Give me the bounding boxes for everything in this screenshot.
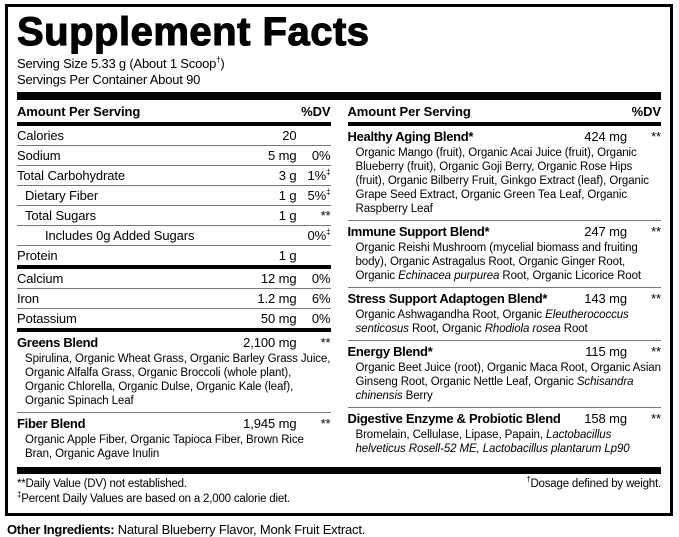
supplement-facts-panel: [5, 4, 673, 516]
blend-ingredients: [17, 352, 331, 413]
double-dagger-superscript: ‡: [326, 187, 331, 197]
blend-ingredients: [17, 433, 331, 463]
header-divider-bar: [17, 92, 661, 100]
nutrient-dv: 6%: [311, 290, 331, 306]
panel-title: Supplement Facts: [17, 10, 370, 54]
blend-name: Stress Support Adaptogen Blend*: [347, 290, 548, 306]
nutrient-label: Total Carbohydrate: [17, 167, 126, 183]
ingredient-text: Organic Reishi Mushroom (mycelial biomass and fruiting body), Organic Astragalus Root, Organic Ginger Root, Organic: [355, 241, 638, 282]
percent-dv-header: %DV: [301, 103, 331, 119]
blend-header-row: [17, 413, 331, 433]
blend-header-row: [17, 332, 331, 352]
nutrient-label: Calcium: [17, 270, 64, 286]
ingredient-text: Eleutherococcus senticosus: [355, 308, 629, 335]
nutrient-amount: 50 mg: [260, 310, 297, 326]
double-dagger-superscript: ‡: [326, 227, 331, 237]
nutrient-amount: 1 g: [278, 247, 297, 263]
other-ingredients-text: Natural Blueberry Flavor, Monk Fruit Extract.: [114, 521, 366, 537]
ingredient-text: Rhodiola rosea: [484, 322, 561, 335]
ingredient-text: Lactobacillus helveticus Rosell-52 ME, Lactobacillus plantarum Lp90: [355, 428, 630, 455]
blend-dv: **: [651, 223, 661, 239]
footnotes-left: [17, 477, 290, 507]
nutrient-row: [17, 226, 331, 246]
blend-amount: 115 mg: [585, 343, 627, 359]
ingredient-text: Organic Ashwagandha Root, Organic: [355, 308, 546, 321]
nutrient-label: Calories: [17, 127, 64, 143]
other-ingredients-line: [7, 522, 679, 537]
blend-dv: **: [651, 290, 661, 306]
ingredient-text: Berry: [402, 389, 433, 402]
footnote-divider-bar: [17, 467, 661, 474]
blend-ingredients: [348, 361, 662, 408]
blend-amount: 158 mg: [584, 410, 627, 426]
ingredient-text: Root, Organic: [408, 322, 485, 335]
ingredient-text: Spirulina, Organic Wheat Grass, Organic Barley Grass Juice, Organic Alfalfa Grass, Organic Broccoli (whole plant), Organic Chlorella, Organic Dulse, Organic Kale (leaf), Organic Spinach Leaf: [25, 352, 331, 407]
ingredient-text: Schisandra chinensis: [355, 375, 634, 402]
ingredient-text: Echinacea purpurea: [398, 269, 500, 282]
nutrient-amount: 1 g: [278, 187, 297, 203]
amount-per-serving-header: Amount Per Serving: [17, 103, 141, 119]
nutrient-dv: 1%‡: [307, 167, 331, 183]
blend-ingredients: [348, 428, 662, 458]
nutrient-row: [17, 246, 331, 265]
percent-dv-note: ‡Percent Daily Values are based on a 2,000 calorie diet.: [17, 489, 291, 505]
blend-header-row: [348, 126, 662, 146]
ingredient-text: Bromelain, Cellulase, Lipase, Papain,: [355, 428, 547, 441]
footnotes: [17, 474, 661, 507]
nutrient-dv: 0%: [311, 147, 331, 163]
nutrient-dv: 0%: [311, 310, 331, 326]
serving-size-close: ): [220, 55, 225, 71]
blend-dv: **: [320, 334, 331, 350]
blend-name: Healthy Aging Blend*: [347, 128, 474, 144]
dv-not-established-note: **Daily Value (DV) not established.: [17, 477, 187, 490]
nutrient-label: Iron: [17, 290, 40, 306]
nutrient-label: Potassium: [17, 310, 77, 326]
blend-name: Energy Blend*: [347, 343, 433, 359]
nutrient-row: [17, 309, 331, 328]
nutrient-dv: 5%‡: [307, 187, 331, 203]
right-column-rows: [348, 126, 662, 458]
serving-size-line: [17, 56, 661, 72]
blend-name: Immune Support Blend*: [347, 223, 490, 239]
ingredient-text: Organic Apple Fiber, Organic Tapioca Fiber, Brown Rice Bran, Organic Agave Inulin: [25, 433, 304, 460]
blend-dv: **: [651, 343, 661, 359]
double-dagger-superscript: ‡: [326, 167, 331, 177]
blend-amount: 143 mg: [584, 290, 627, 306]
right-column: [348, 100, 662, 463]
ingredient-text: Root: [560, 322, 588, 335]
dagger-superscript: †: [216, 55, 221, 65]
nutrient-label: Total Sugars: [25, 207, 97, 223]
blend-ingredients: [348, 146, 662, 221]
other-ingredients-label: Other Ingredients:: [7, 521, 115, 537]
nutrient-label: Includes 0g Added Sugars: [45, 227, 195, 243]
nutrient-row: [17, 166, 331, 186]
blend-dv: **: [651, 128, 661, 144]
blend-name: Digestive Enzyme & Probiotic Blend: [347, 410, 561, 426]
dosage-note: †Dosage defined by weight.: [526, 474, 661, 490]
nutrient-row: [17, 269, 331, 289]
blend-header-row: [348, 288, 662, 308]
amount-per-serving-header: Amount Per Serving: [347, 103, 471, 119]
ingredient-text: Organic Beet Juice (root), Organic Maca Root, Organic Asian Ginseng Root, Organic Nettle Leaf, Organic: [355, 361, 661, 388]
dagger-superscript: †: [526, 474, 531, 484]
ingredient-text: Root, Organic Licorice Root: [499, 269, 641, 282]
two-column-body: [17, 100, 661, 463]
blend-amount: 424 mg: [584, 128, 627, 144]
double-dagger-superscript: ‡: [17, 489, 22, 499]
blend-ingredients: [348, 241, 662, 288]
nutrient-amount: 1.2 mg: [257, 290, 297, 306]
nutrient-dv: **: [320, 207, 331, 223]
blend-name: Greens Blend: [17, 334, 98, 350]
serving-size-text: Serving Size 5.33 g (About 1 Scoop: [17, 55, 217, 71]
blend-name: Fiber Blend: [17, 415, 86, 431]
blend-amount: 1,945 mg: [243, 415, 297, 431]
nutrient-amount: 3 g: [278, 167, 297, 183]
blend-header-row: [348, 341, 662, 361]
nutrient-label: Protein: [17, 247, 58, 263]
servings-per-container-line: Servings Per Container About 90: [17, 71, 201, 87]
left-column-header: [17, 100, 331, 122]
nutrient-dv: 0%: [311, 270, 331, 286]
left-column-rows: [17, 126, 331, 463]
percent-dv-header: %DV: [631, 103, 661, 119]
blend-amount: 2,100 mg: [243, 334, 297, 350]
nutrient-row: [17, 289, 331, 309]
nutrient-row: [17, 126, 331, 146]
nutrient-label: Dietary Fiber: [25, 187, 99, 203]
nutrient-amount: 12 mg: [260, 270, 297, 286]
nutrient-dv: 0%‡: [307, 227, 331, 243]
right-column-header: [348, 100, 662, 122]
nutrient-amount: 1 g: [278, 207, 297, 223]
nutrient-row: [17, 186, 331, 206]
blend-ingredients: [348, 308, 662, 341]
blend-amount: 247 mg: [584, 223, 627, 239]
blend-header-row: [348, 408, 662, 428]
nutrient-row: [17, 206, 331, 226]
nutrient-amount: 20: [282, 127, 297, 143]
blend-dv: **: [320, 415, 331, 431]
blend-header-row: [348, 221, 662, 241]
blend-dv: **: [651, 410, 661, 426]
nutrient-label: Sodium: [17, 147, 61, 163]
nutrient-amount: 5 mg: [267, 147, 297, 163]
ingredient-text: Organic Mango (fruit), Organic Acai Juice (fruit), Organic Blueberry (fruit), Organic Goji Berry, Organic Rose Hips (fruit), Organic Bilberry Fruit, Ginkgo Extract (leaf), Organic Grape Seed Extract, Organic Green Tea Leaf, Organic Raspberry Leaf: [355, 146, 649, 215]
nutrient-row: [17, 146, 331, 166]
left-column: [17, 100, 331, 463]
